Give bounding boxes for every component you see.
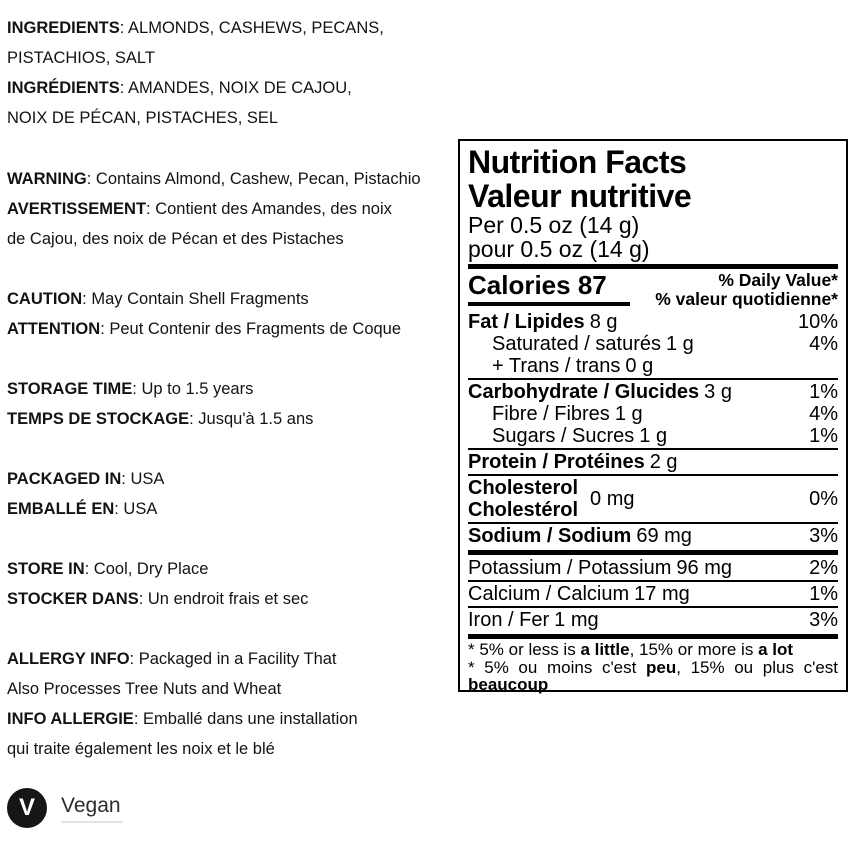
nutrient-row-saturated: Saturated / saturés 1 g 4% bbox=[492, 333, 838, 355]
info-line bbox=[7, 674, 358, 704]
nutrient-row-sodium: Sodium / Sodium 69 mg 3% bbox=[468, 525, 838, 547]
info-line bbox=[7, 284, 401, 314]
divider-thin bbox=[468, 474, 838, 476]
info-line-label: INGRÉDIENTS bbox=[7, 79, 120, 97]
info-line bbox=[7, 164, 421, 194]
info-line-label: STORAGE TIME bbox=[7, 380, 133, 398]
divider-thin bbox=[468, 378, 838, 380]
info-line bbox=[7, 73, 384, 103]
info-line bbox=[7, 103, 384, 133]
info-line-text: : May Contain Shell Fragments bbox=[82, 290, 309, 308]
footnote-en: * 5% or less is a little, 15% or more is a lot bbox=[468, 640, 794, 659]
info-line bbox=[7, 734, 358, 764]
nutrient-row-protein: Protein / Protéines 2 g bbox=[468, 451, 678, 473]
info-line bbox=[7, 43, 384, 73]
info-line-label: STORE IN bbox=[7, 560, 85, 578]
divider-thin bbox=[468, 448, 838, 450]
info-line bbox=[7, 13, 384, 43]
serving-size-en: Per 0.5 oz (14 g) bbox=[468, 212, 640, 238]
info-line-text: Also Processes Tree Nuts and Wheat bbox=[7, 680, 282, 698]
info-line bbox=[7, 464, 164, 494]
nutrient-row-sugars: Sugars / Sucres 1 g 1% bbox=[492, 425, 838, 447]
serving-size-fr: pour 0.5 oz (14 g) bbox=[468, 236, 650, 262]
divider-thin bbox=[468, 522, 838, 524]
info-line-text: : USA bbox=[114, 500, 158, 518]
info-line-label: TEMPS DE STOCKAGE bbox=[7, 410, 190, 428]
info-line-text: NOIX DE PÉCAN, PISTACHES, SEL bbox=[7, 109, 279, 127]
vegan-badge bbox=[7, 788, 123, 828]
info-line-label: CAUTION bbox=[7, 290, 83, 308]
nutrition-title-fr: Valeur nutritive bbox=[468, 178, 692, 214]
info-line bbox=[7, 644, 358, 674]
info-line-label: STOCKER DANS bbox=[7, 590, 139, 608]
footnote-fr: * 5% ou moins c'est peu, 15% ou plus c'est beaucoup bbox=[468, 658, 838, 694]
vegan-icon: V bbox=[7, 788, 47, 828]
info-line-label: AVERTISSEMENT bbox=[7, 200, 147, 218]
info-line-text: qui traite également les noix et le blé bbox=[7, 740, 275, 758]
info-section-warning bbox=[7, 164, 421, 254]
nutrient-row-iron: Iron / Fer 1 mg 3% bbox=[468, 609, 838, 631]
info-line bbox=[7, 374, 313, 404]
info-line-label: PACKAGED IN bbox=[7, 470, 122, 488]
info-line bbox=[7, 554, 308, 584]
info-line-text: : Packaged in a Facility That bbox=[129, 650, 337, 668]
info-line-label: ALLERGY INFO bbox=[7, 650, 130, 668]
info-line bbox=[7, 404, 313, 434]
divider-thick bbox=[468, 550, 838, 555]
nutrient-row-calcium: Calcium / Calcium 17 mg 1% bbox=[468, 583, 838, 605]
info-line-text: PISTACHIOS, SALT bbox=[7, 49, 155, 67]
daily-value-header: % Daily Value* % valeur quotidienne* bbox=[655, 270, 838, 309]
vegan-label: Vegan bbox=[61, 794, 123, 823]
info-section-storage-time bbox=[7, 374, 313, 434]
info-line-text: : Jusqu'à 1.5 ans bbox=[189, 410, 314, 428]
nutrition-title-en: Nutrition Facts bbox=[468, 144, 687, 180]
info-section-allergy-info bbox=[7, 644, 358, 764]
info-line bbox=[7, 494, 164, 524]
nutrient-row-trans: + Trans / trans 0 g bbox=[492, 355, 654, 377]
info-line-text: de Cajou, des noix de Pécan et des Pistaches bbox=[7, 230, 344, 248]
divider-thick bbox=[468, 264, 838, 269]
info-line-label: INFO ALLERGIE bbox=[7, 710, 134, 728]
info-line bbox=[7, 584, 308, 614]
info-line-text: : ALMONDS, CASHEWS, PECANS, bbox=[119, 19, 384, 37]
info-section-ingredients bbox=[7, 13, 384, 133]
info-section-store-in bbox=[7, 554, 308, 614]
info-line bbox=[7, 224, 421, 254]
info-line bbox=[7, 704, 358, 734]
info-line-text: : Cool, Dry Place bbox=[84, 560, 209, 578]
nutrient-row-fibre: Fibre / Fibres 1 g 4% bbox=[492, 403, 838, 425]
info-line-label: EMBALLÉ EN bbox=[7, 500, 115, 518]
info-line bbox=[7, 194, 421, 224]
info-line-text: : USA bbox=[121, 470, 165, 488]
calories-underline bbox=[468, 302, 630, 306]
calories-row bbox=[468, 271, 838, 311]
info-line-label: WARNING bbox=[7, 170, 87, 188]
nutrient-row-fat: Fat / Lipides 8 g 10% bbox=[468, 311, 838, 333]
info-section-packaged-in bbox=[7, 464, 164, 524]
divider-thin bbox=[468, 580, 838, 582]
divider-thin bbox=[468, 606, 838, 608]
info-line-text: : AMANDES, NOIX DE CAJOU, bbox=[119, 79, 352, 97]
info-line-text: : Un endroit frais et sec bbox=[138, 590, 309, 608]
info-line-text: : Emballé dans une installation bbox=[133, 710, 358, 728]
nutrient-row-potassium: Potassium / Potassium 96 mg 2% bbox=[468, 557, 838, 579]
info-line-text: : Up to 1.5 years bbox=[132, 380, 254, 398]
calories-value: Calories 87 bbox=[468, 271, 630, 306]
nutrition-facts-panel bbox=[458, 139, 848, 692]
info-line bbox=[7, 314, 401, 344]
info-line-label: ATTENTION bbox=[7, 320, 101, 338]
info-line-text: : Contains Almond, Cashew, Pecan, Pistachio bbox=[86, 170, 421, 188]
divider-thick bbox=[468, 634, 838, 639]
nutrient-row-carbohydrate: Carbohydrate / Glucides 3 g 1% bbox=[468, 381, 838, 403]
info-line-label: INGREDIENTS bbox=[7, 19, 120, 37]
info-line-text: : Peut Contenir des Fragments de Coque bbox=[100, 320, 402, 338]
info-section-caution bbox=[7, 284, 401, 344]
nutrient-row-cholesterol: Cholesterol Cholestérol 0 mg 0% bbox=[468, 477, 838, 521]
info-line-text: : Contient des Amandes, des noix bbox=[146, 200, 392, 218]
